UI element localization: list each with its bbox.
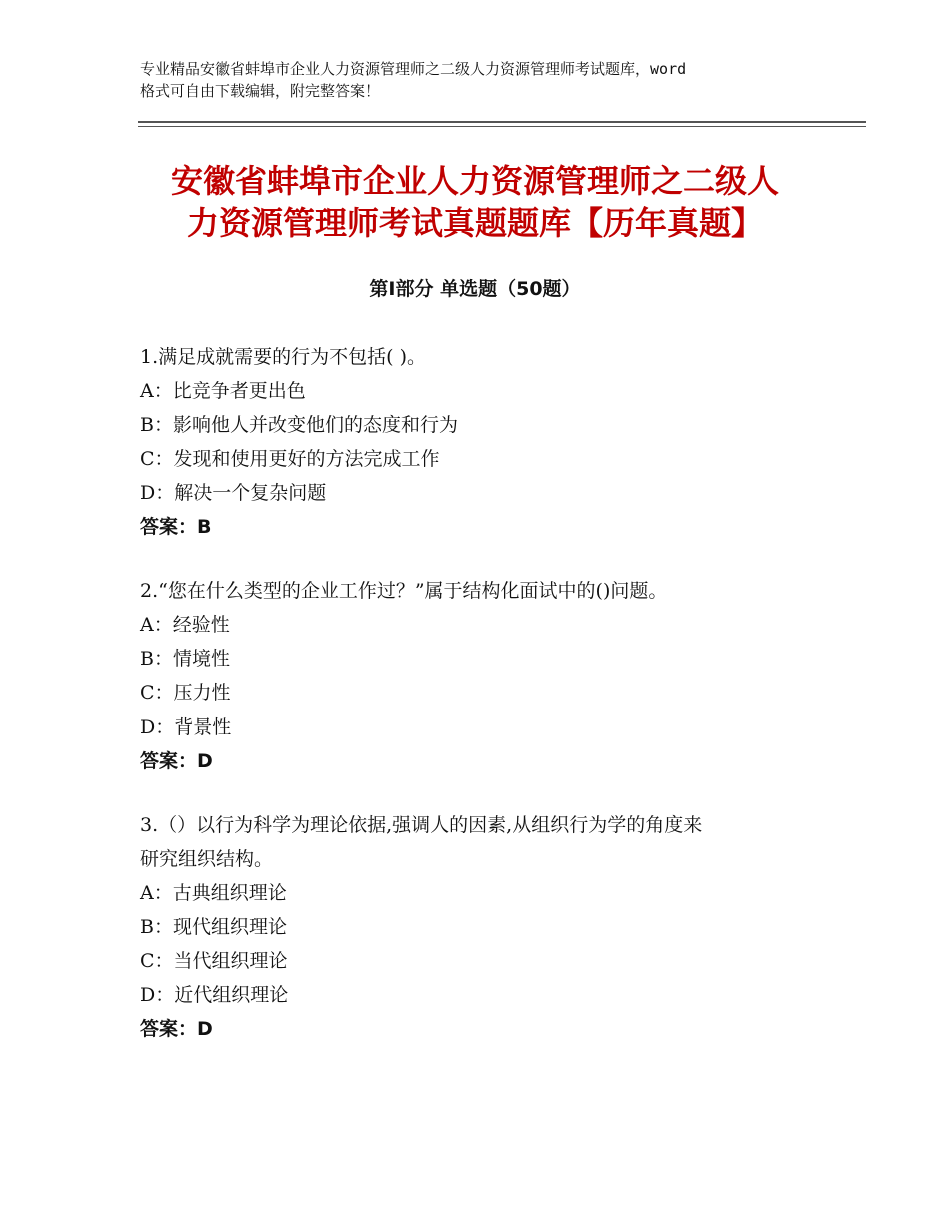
document-title-line: 力资源管理师考试真题题库【历年真题】 — [186, 204, 763, 242]
header-divider — [138, 126, 866, 127]
question-1 — [140, 340, 820, 544]
option-a: A：比竞争者更出色 — [140, 380, 306, 402]
header-note — [140, 58, 840, 102]
option-b: B：现代组织理论 — [140, 916, 287, 938]
header-divider — [138, 121, 866, 123]
question-stem: 2.“您在什么类型的企业工作过？”属于结构化面试中的()问题。 — [140, 580, 668, 602]
answer-value: D — [197, 750, 213, 772]
question-3 — [140, 808, 820, 1046]
question-stem: 3.（）以行为科学为理论依据,强调人的因素,从组织行为学的角度来 — [140, 814, 703, 836]
question-stem-continued: 研究组织结构。 — [140, 848, 274, 870]
question-list — [140, 340, 820, 1076]
option-a: A：古典组织理论 — [140, 882, 287, 904]
answer-value: D — [197, 1018, 213, 1040]
option-b: B：影响他人并改变他们的态度和行为 — [140, 414, 458, 436]
option-b: B：情境性 — [140, 648, 230, 670]
option-a: A：经验性 — [140, 614, 230, 636]
header-note-line: 格式可自由下载编辑，附完整答案！ — [140, 82, 381, 100]
option-d: D：近代组织理论 — [140, 984, 289, 1006]
document-title — [100, 160, 850, 244]
option-c: C：压力性 — [140, 682, 231, 704]
answer-label: 答案： — [140, 1018, 198, 1040]
option-c: C：发现和使用更好的方法完成工作 — [140, 448, 440, 470]
header-note-line: 专业精品安徽省蚌埠市企业人力资源管理师之二级人力资源管理师考试题库，word — [140, 60, 687, 78]
answer-label: 答案： — [140, 750, 198, 772]
answer-value: B — [197, 516, 212, 538]
answer — [140, 744, 820, 778]
answer — [140, 510, 820, 544]
section-title: 第Ⅰ部分 单选题（50题） — [369, 278, 581, 300]
option-c: C：当代组织理论 — [140, 950, 288, 972]
document-title-line: 安徽省蚌埠市企业人力资源管理师之二级人 — [170, 162, 779, 200]
answer — [140, 1012, 820, 1046]
question-2 — [140, 574, 820, 778]
option-d: D：背景性 — [140, 716, 232, 738]
answer-label: 答案： — [140, 516, 198, 538]
question-stem: 1.满足成就需要的行为不包括( )。 — [140, 346, 426, 368]
option-d: D：解决一个复杂问题 — [140, 482, 327, 504]
